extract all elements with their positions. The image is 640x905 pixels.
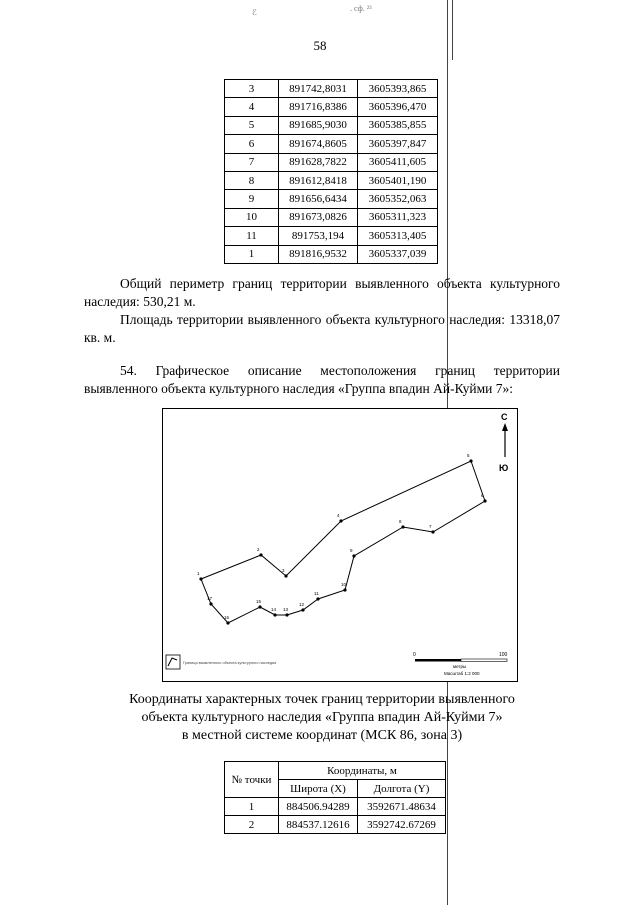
boundary-point [339,519,342,522]
table-row [225,153,438,171]
boundary-point [273,613,276,616]
legend-text: Граница выявленного объекта культурного наследия [183,661,277,665]
header-coords: Координаты, м [279,762,446,780]
coordinates-caption [84,691,560,745]
boundary-point-label: 16 [224,615,230,620]
y-coord-cell: 3605311,323 [358,208,438,226]
boundary-point [469,459,472,462]
y-coord-cell: 3605385,855 [358,116,438,134]
boundary-point-label: 11 [314,591,319,596]
boundary-point [343,588,346,591]
perimeter-paragraph [84,275,560,311]
table-row [225,227,438,245]
boundary-map-svg [163,409,517,681]
x-coord-cell: 891753,194 [279,227,358,245]
legend-symbol-icon [168,658,177,666]
boundary-point [284,574,287,577]
table-row [225,816,446,834]
legend-box [166,655,180,669]
caption-line-2: объекта культурного наследия «Группа впадин Ай-Куйми 7» [141,710,503,725]
boundary-point [352,554,355,557]
point-number-cell: 3 [225,80,279,98]
boundary-map [162,408,518,682]
lat-cell: 884506.94289 [279,798,358,816]
table-row [225,245,438,263]
y-coord-cell: 3605396,470 [358,98,438,116]
boundary-point-label: 12 [299,602,305,607]
y-coord-cell: 3605337,039 [358,245,438,263]
table-row [225,171,438,189]
point-number-cell: 2 [225,816,279,834]
header-point: № точки [225,762,279,798]
boundary-point-label: 13 [283,607,289,612]
y-coord-cell: 3605401,190 [358,171,438,189]
boundary-point-label: 5 [467,453,470,458]
x-coord-cell: 891685,9030 [279,116,358,134]
caption-line-1: Координаты характерных точек границ территории выявленного [129,692,515,707]
boundary-point [199,577,202,580]
caption-line-3: в местной системе координат (МСК 86, зона 3) [181,728,463,743]
lon-cell: 3592742.67269 [358,816,446,834]
point-number-cell: 1 [225,798,279,816]
boundary-point [431,530,434,533]
boundary-point-label: 17 [207,596,213,601]
boundary-point-label: 14 [271,607,277,612]
x-coord-cell: 891656,6434 [279,190,358,208]
table-row [225,190,438,208]
x-coord-cell: 891742,8031 [279,80,358,98]
boundary-point [316,597,319,600]
boundary-point [483,499,486,502]
boundary-point-label: 8 [399,519,402,524]
north-arrow-head-icon [502,423,508,431]
point-number-cell: 4 [225,98,279,116]
scan-artifact-2: . сф. ²³ [350,4,372,13]
section-paragraph [84,362,560,398]
south-label: Ю [499,463,509,473]
table-row [225,98,438,116]
point-number-cell: 7 [225,153,279,171]
boundary-point-label: 7 [429,524,432,529]
boundary-point-label: 1 [197,571,200,576]
table-row [225,116,438,134]
north-label: С [501,412,508,422]
boundary-point [259,553,262,556]
boundary-point [401,525,404,528]
table-row [225,798,446,816]
boundary-point [258,605,261,608]
table-row [225,208,438,226]
boundary-point-label: 3 [282,568,285,573]
point-number-cell: 1 [225,245,279,263]
boundary-point [226,621,229,624]
boundary-point-label: 9 [350,548,353,553]
point-number-cell: 10 [225,208,279,226]
lat-cell: 884537.12616 [279,816,358,834]
boundary-point [285,613,288,616]
perimeter-text: Общий периметр границ территории выявленного объекта культурного наследия: 530,21 м. [84,276,560,309]
scan-artifact: ℰ [252,8,257,17]
boundary-point-label: 10 [341,582,347,587]
point-number-cell: 5 [225,116,279,134]
boundary-point-label: 2 [257,547,260,552]
scale-bar-light [461,659,507,662]
point-number-cell: 6 [225,135,279,153]
x-coord-cell: 891716,8386 [279,98,358,116]
y-coord-cell: 3605397,847 [358,135,438,153]
header-lat: Широта (X) [279,780,358,798]
scale-start: 0 [413,652,416,658]
scale-text: Масштаб 1:2 000 [444,671,480,676]
boundary-point [209,602,212,605]
area-paragraph [84,311,560,347]
table-row [225,135,438,153]
header-lon: Долгота (Y) [358,780,446,798]
point-number-cell: 8 [225,171,279,189]
y-coord-cell: 3605411,605 [358,153,438,171]
boundary-polygon [201,461,485,623]
boundary-point-label: 6 [481,493,484,498]
x-coord-cell: 891674,8605 [279,135,358,153]
y-coord-cell: 3605352,063 [358,190,438,208]
scale-unit: метры [453,664,467,669]
lon-cell: 3592671.48634 [358,798,446,816]
point-number-cell: 9 [225,190,279,208]
page-number: 58 [313,38,327,53]
point-number-cell: 11 [225,227,279,245]
scale-bar-dark [415,659,461,662]
coordinates-table-top [224,79,438,264]
table-row [225,80,438,98]
x-coord-cell: 891628,7822 [279,153,358,171]
y-coord-cell: 3605393,865 [358,80,438,98]
scale-end: 100 [499,652,508,658]
x-coord-cell: 891612,8418 [279,171,358,189]
y-coord-cell: 3605313,405 [358,227,438,245]
boundary-point [301,608,304,611]
x-coord-cell: 891673,0826 [279,208,358,226]
area-text: Площадь территории выявленного объекта культурного наследия: 13318,07 кв. м. [84,312,560,345]
boundary-point-label: 4 [337,513,340,518]
section-text: 54. Графическое описание местоположения границ территории выявленного объекта культурного наследия «Группа впадин Ай-Куйми 7»: [84,363,560,396]
coordinates-table-bottom [224,761,446,834]
boundary-point-label: 15 [256,599,262,604]
x-coord-cell: 891816,9532 [279,245,358,263]
